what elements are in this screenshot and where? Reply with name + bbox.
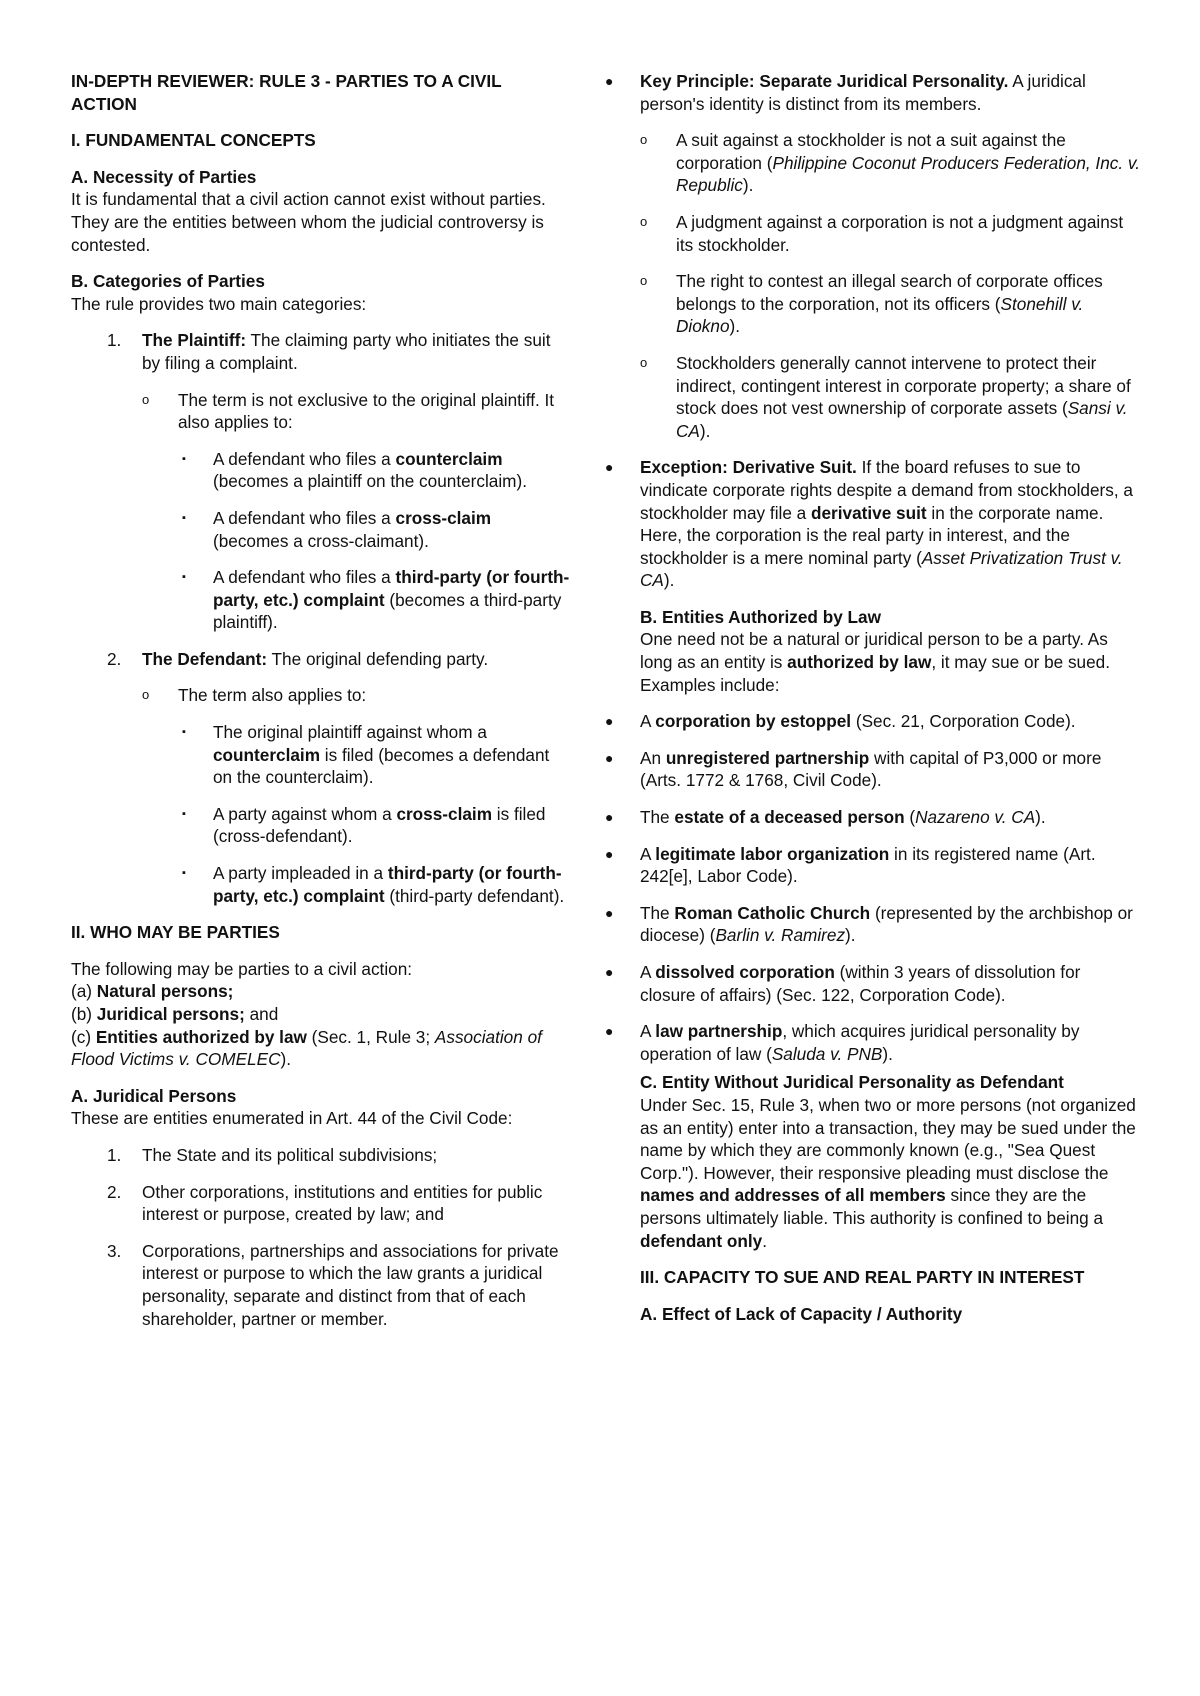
right-column xyxy=(605,70,1140,1325)
square-bullet-icon: ▪ xyxy=(182,867,186,880)
defendant-sub-text: The term also applies to: xyxy=(178,685,367,706)
list-item xyxy=(178,862,571,907)
key-principle-sublist xyxy=(640,129,1140,442)
circle-bullet-icon: o xyxy=(142,687,150,703)
intro-text: The following may be parties to a civil action: xyxy=(71,958,413,979)
item-text: A juridical person's identity is distinct from its members. xyxy=(640,71,1086,114)
item-text: The right to contest an illegal search of corporate offices belongs to the corporation, not its officers ( xyxy=(676,271,1103,314)
item-text: An xyxy=(640,747,666,768)
item-bold: unregistered partnership xyxy=(665,747,870,768)
exception-label: Exception: Derivative Suit. xyxy=(640,457,857,478)
item-bold: derivative suit xyxy=(811,502,927,523)
item-bold: cross-claim xyxy=(396,803,492,824)
bullet-icon: ● xyxy=(605,964,614,980)
item-text: ). xyxy=(1035,807,1046,828)
entity-without-personality-heading: C. Entity Without Juridical Personality as Defendant xyxy=(640,1072,1064,1093)
item-bold: authorized by law xyxy=(787,652,932,673)
item-text: (b) xyxy=(71,1004,97,1024)
left-column xyxy=(71,70,571,1344)
square-bullet-icon: ▪ xyxy=(182,571,186,584)
item-text: A party impleaded in a xyxy=(213,863,388,884)
item-text: (becomes a plaintiff on the counterclaim). xyxy=(213,471,527,492)
item-bold: cross-claim xyxy=(395,507,492,528)
entities-authorized-heading: B. Entities Authorized by Law xyxy=(640,606,881,627)
list-item xyxy=(178,803,571,848)
list-item xyxy=(569,902,1140,947)
item-text: A xyxy=(640,711,656,732)
juridical-persons-text: These are entities enumerated in Art. 44 of the Civil Code: xyxy=(71,1108,513,1129)
circle-bullet-icon: o xyxy=(640,213,648,229)
item-bold: defendant only xyxy=(640,1230,763,1251)
item-text: The State and its political subdivisions; xyxy=(142,1144,438,1165)
case-citation: Philippine Coconut Producers Federation, Inc. v. Republic xyxy=(676,152,1140,196)
key-principle-label: Key Principle: Separate Juridical Personality. xyxy=(640,71,1009,91)
defendant-text: The original defending party. xyxy=(267,648,489,669)
juridical-persons-heading: A. Juridical Persons xyxy=(71,1085,237,1106)
list-number: 1. xyxy=(107,1144,122,1165)
item-bold: counterclaim xyxy=(395,448,503,469)
list-item xyxy=(569,961,1140,1006)
item-text: since they are the persons ultimately liable. This authority is confined to being a xyxy=(640,1185,1104,1228)
square-bullet-icon: ▪ xyxy=(182,726,186,739)
item-bold: estate of a deceased person xyxy=(674,807,905,828)
case-citation: Association of Flood Victims v. COMELEC xyxy=(71,1026,542,1070)
item-text: ). xyxy=(729,316,741,337)
item-text: A party against whom a xyxy=(213,803,397,824)
list-number: 3. xyxy=(107,1240,122,1261)
list-item xyxy=(142,389,571,634)
list-number: 2. xyxy=(107,1181,122,1202)
list-item xyxy=(71,1144,571,1167)
bullet-icon: ● xyxy=(605,809,614,826)
plaintiff-text: The claiming party who initiates the suit by filing a complaint. xyxy=(142,330,551,373)
juridical-persons-list xyxy=(71,1144,571,1330)
item-text: A defendant who files a xyxy=(213,567,396,588)
item-text: ( xyxy=(904,807,916,828)
item-bold: Roman Catholic Church xyxy=(674,902,871,923)
defendant-label: The Defendant: xyxy=(142,648,268,669)
list-item xyxy=(640,129,1140,197)
bullet-icon: ● xyxy=(605,904,614,921)
item-text: (becomes a cross-claimant). xyxy=(213,530,429,551)
item-bold: dissolved corporation xyxy=(655,962,835,982)
section-1-heading: I. FUNDAMENTAL CONCEPTS xyxy=(71,130,316,151)
item-text: (becomes a third-party plaintiff). xyxy=(213,589,562,633)
item-text: (Sec. 21, Corporation Code). xyxy=(851,711,1076,732)
entities-list xyxy=(569,710,1140,1065)
item-text: A xyxy=(640,843,656,864)
item-bold: Natural persons; xyxy=(96,981,234,1002)
list-item xyxy=(640,211,1140,256)
bullet-icon: ● xyxy=(605,1023,614,1040)
item-text: , it may sue or be sued. Examples include: xyxy=(640,652,1111,695)
list-item xyxy=(71,1240,571,1330)
item-text: The xyxy=(640,902,675,923)
list-item xyxy=(178,566,571,634)
item-text: Under Sec. 15, Rule 3, when two or more persons (not organized as an entity) enter into a transaction, they may be sued under the name by which they are commonly known (e.g., "Sea Quest Corp."). However, their responsive pleading must disclose the xyxy=(640,1094,1136,1183)
plaintiff-sub-text: The term is not exclusive to the original plaintiff. It also applies to: xyxy=(178,389,555,433)
categories-list xyxy=(71,329,571,907)
case-citation: Nazareno v. CA xyxy=(915,807,1036,828)
item-bold: law partnership xyxy=(655,1021,783,1042)
case-citation: Sansi v. CA xyxy=(676,398,1128,441)
item-text: , which acquires juridical personality by operation of law ( xyxy=(640,1021,1080,1064)
item-text: and xyxy=(244,1004,279,1024)
list-number: 2. xyxy=(107,648,122,669)
item-text: (third-party defendant). xyxy=(384,885,565,906)
item-text: Corporations, partnerships and associations for private interest or purpose to which the law grants a juridical personality, separate and distinct from that of each shareholder, partner or member. xyxy=(142,1240,559,1329)
who-may-be-parties-text xyxy=(71,958,571,1071)
item-text: A xyxy=(640,962,656,982)
item-text: Other corporations, institutions and entities for public interest or purpose, created by law; and xyxy=(142,1181,543,1225)
entities-authorized-text xyxy=(640,628,1140,696)
list-number: 1. xyxy=(107,330,122,351)
section-2-heading: II. WHO MAY BE PARTIES xyxy=(71,922,280,943)
square-bullet-icon: ▪ xyxy=(182,511,186,524)
item-bold: Juridical persons; xyxy=(96,1004,245,1024)
case-citation: Saluda v. PNB xyxy=(771,1043,883,1064)
item-text: is filed (becomes a defendant on the counterclaim). xyxy=(213,744,550,788)
section-3-heading: III. CAPACITY TO SUE AND REAL PARTY IN INTEREST xyxy=(640,1267,1085,1288)
item-text: ). xyxy=(699,420,711,441)
case-citation: Stonehill v. Diokno xyxy=(676,293,1084,337)
defendant-sublist xyxy=(142,684,571,907)
item-bold: names and addresses of all members xyxy=(640,1185,946,1206)
document-title: IN-DEPTH REVIEWER: RULE 3 - PARTIES TO A CIVIL ACTION xyxy=(71,71,502,114)
list-item xyxy=(178,721,571,789)
plaintiff-sub-sublist xyxy=(178,448,571,634)
item-text: in its registered name (Art. 242[e], Labor Code). xyxy=(640,843,1096,887)
bullet-icon: ● xyxy=(605,713,614,730)
item-bold: Entities authorized by law xyxy=(95,1026,307,1047)
lack-of-capacity-heading: A. Effect of Lack of Capacity / Authority xyxy=(640,1303,963,1324)
item-text: The xyxy=(640,807,675,828)
item-text: (Sec. 1, Rule 3; xyxy=(306,1026,435,1047)
item-text: A judgment against a corporation is not a judgment against its stockholder. xyxy=(676,211,1124,255)
necessity-heading: A. Necessity of Parties xyxy=(71,166,257,187)
list-item xyxy=(569,456,1140,592)
item-bold: legitimate labor organization xyxy=(655,843,890,864)
list-item xyxy=(640,352,1140,442)
item-text: ). xyxy=(280,1049,291,1070)
circle-bullet-icon: o xyxy=(142,391,150,407)
bullet-icon: ● xyxy=(605,749,614,766)
list-item xyxy=(569,747,1140,792)
item-text: . xyxy=(762,1230,768,1251)
bullet-icon: ● xyxy=(605,845,614,862)
item-text: ). xyxy=(882,1043,893,1064)
item-text: A defendant who files a xyxy=(213,448,396,469)
case-citation: Asset Privatization Trust v. CA xyxy=(640,547,1123,591)
defendant-sub-sublist xyxy=(178,721,571,907)
list-item xyxy=(569,710,1140,733)
item-bold: third-party (or fourth-party, etc.) complaint xyxy=(213,567,570,610)
item-text: A defendant who files a xyxy=(213,507,396,528)
plaintiff-label: The Plaintiff: xyxy=(142,330,247,351)
list-item xyxy=(569,70,1140,442)
item-text: ). xyxy=(663,570,675,591)
item-text: If the board refuses to sue to vindicate corporate rights despite a demand from stockholders, a stockholder may file a xyxy=(640,457,1133,523)
categories-intro: The rule provides two main categories: xyxy=(71,293,367,314)
list-item xyxy=(71,329,571,634)
list-item xyxy=(178,448,571,493)
item-bold: counterclaim xyxy=(213,744,320,765)
item-text: with capital of P3,000 or more (Arts. 1772 & 1768, Civil Code). xyxy=(640,747,1102,791)
item-text: in the corporate name. Here, the corporation is the real party in interest, and the stockholder is a mere nominal party ( xyxy=(640,502,1104,568)
list-item xyxy=(569,1020,1140,1065)
case-citation: Barlin v. Ramirez xyxy=(715,925,846,946)
item-text: (within 3 years of dissolution for closure of affairs) (Sec. 122, Corporation Code). xyxy=(640,962,1081,1005)
list-item xyxy=(569,843,1140,888)
entity-without-personality-text xyxy=(640,1094,1140,1252)
item-text: A suit against a stockholder is not a suit against the corporation ( xyxy=(676,130,1066,173)
list-item xyxy=(71,1181,571,1226)
list-item xyxy=(569,806,1140,829)
square-bullet-icon: ▪ xyxy=(182,807,186,820)
item-text: One need not be a natural or juridical person to be a party. As long as an entity is xyxy=(640,629,1108,673)
item-bold: corporation by estoppel xyxy=(655,711,852,732)
item-text: A xyxy=(640,1021,656,1042)
necessity-text: It is fundamental that a civil action cannot exist without parties. They are the entities between whom the judicial controversy is contested. xyxy=(71,189,546,255)
categories-heading: B. Categories of Parties xyxy=(71,271,265,292)
circle-bullet-icon: o xyxy=(640,273,648,289)
plaintiff-sublist xyxy=(142,389,571,634)
list-item xyxy=(178,507,571,552)
item-text: (a) xyxy=(71,981,97,1002)
bullet-icon: ● xyxy=(605,459,614,476)
circle-bullet-icon: o xyxy=(640,354,648,370)
key-principle-list xyxy=(569,70,1140,592)
list-item xyxy=(142,684,571,907)
list-item xyxy=(71,648,571,907)
list-item xyxy=(640,270,1140,338)
item-text: is filed (cross-defendant). xyxy=(213,803,546,847)
square-bullet-icon: ▪ xyxy=(182,452,186,465)
bullet-icon: ● xyxy=(605,73,614,89)
circle-bullet-icon: o xyxy=(640,132,648,148)
item-text: ). xyxy=(742,175,754,196)
item-bold: third-party (or fourth-party, etc.) complaint xyxy=(213,863,562,906)
item-text: (c) xyxy=(71,1026,96,1047)
item-text: The original plaintiff against whom a xyxy=(213,722,487,743)
item-text: ). xyxy=(845,925,856,946)
item-text: Stockholders generally cannot intervene to protect their indirect, contingent interest in corporate property; a share of stock does not vest ownership of corporate assets ( xyxy=(676,352,1131,419)
item-text: (represented by the archbishop or diocese) ( xyxy=(640,902,1133,946)
